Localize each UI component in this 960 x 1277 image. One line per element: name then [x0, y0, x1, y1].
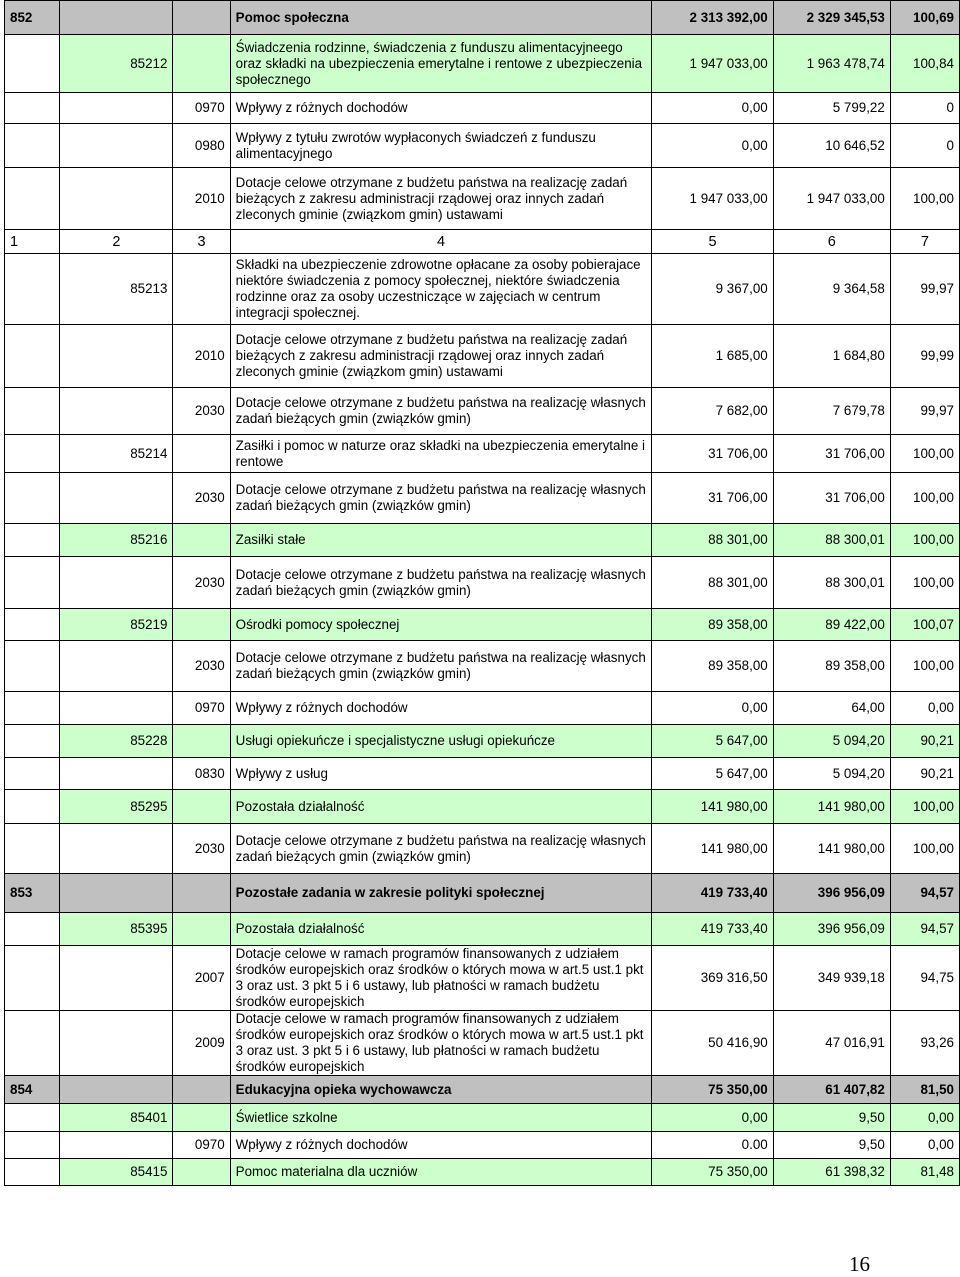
cell-dzial: [5, 93, 60, 124]
cell-opis: Usługi opiekuńcze i specjalistyczne usługi opiekuńcze: [230, 725, 652, 758]
cell-paragraf: [173, 609, 230, 641]
cell-plan: 75 350,00: [652, 1159, 773, 1186]
cell-wykonanie: 1 963 478,74: [773, 35, 890, 93]
cell-dzial: 1: [5, 230, 60, 254]
budget-table-body: [5, 1, 960, 1186]
cell-opis: 4: [230, 230, 652, 254]
table-row: [5, 758, 960, 790]
cell-rozdzial: 85415: [60, 1159, 173, 1186]
cell-plan: 1 947 033,00: [652, 168, 773, 230]
cell-opis: Dotacje celowe otrzymane z budżetu państwa na realizację własnych zadań bieżących gmin (związków gmin): [230, 557, 652, 609]
cell-procent: 94,57: [890, 874, 959, 913]
table-row: [5, 254, 960, 325]
table-row: [5, 168, 960, 230]
cell-rozdzial: [60, 168, 173, 230]
cell-rozdzial: [60, 325, 173, 388]
cell-rozdzial: 85228: [60, 725, 173, 758]
chapter-row: [5, 524, 960, 557]
table-row: [5, 1132, 960, 1159]
cell-opis: Zasiłki stałe: [230, 524, 652, 557]
cell-plan: 0.00: [652, 1132, 773, 1159]
cell-dzial: [5, 524, 60, 557]
cell-wykonanie: 349 939,18: [773, 946, 890, 1011]
cell-paragraf: 0970: [173, 692, 230, 725]
cell-dzial: [5, 692, 60, 725]
cell-plan: 369 316,50: [652, 946, 773, 1011]
cell-paragraf: [173, 1076, 230, 1104]
cell-plan: 9 367,00: [652, 254, 773, 325]
cell-rozdzial: 85213: [60, 254, 173, 325]
cell-wykonanie: 141 980,00: [773, 790, 890, 824]
cell-procent: 81,48: [890, 1159, 959, 1186]
cell-dzial: [5, 725, 60, 758]
cell-plan: 88 301,00: [652, 557, 773, 609]
cell-plan: 89 358,00: [652, 641, 773, 692]
cell-opis: Pomoc materialna dla uczniów: [230, 1159, 652, 1186]
cell-procent: 94,57: [890, 913, 959, 946]
cell-paragraf: 2030: [173, 641, 230, 692]
cell-paragraf: [173, 435, 230, 473]
cell-plan: 31 706,00: [652, 435, 773, 473]
table-row: [5, 641, 960, 692]
cell-wykonanie: 10 646,52: [773, 124, 890, 168]
table-row: [5, 124, 960, 168]
cell-plan: 50 416,90: [652, 1011, 773, 1076]
cell-plan: 0,00: [652, 124, 773, 168]
cell-plan: 88 301,00: [652, 524, 773, 557]
table-row: [5, 388, 960, 435]
budget-table: [4, 0, 960, 1186]
section-row: [5, 1, 960, 35]
cell-procent: 94,75: [890, 946, 959, 1011]
cell-plan: 141 980,00: [652, 790, 773, 824]
cell-plan: 1 685,00: [652, 325, 773, 388]
cell-rozdzial: [60, 124, 173, 168]
cell-wykonanie: 396 956,09: [773, 874, 890, 913]
cell-procent: 100,07: [890, 609, 959, 641]
cell-opis: Wpływy z tytułu zwrotów wypłaconych świadczeń z funduszu alimentacyjnego: [230, 124, 652, 168]
cell-procent: 100,00: [890, 524, 959, 557]
cell-rozdzial: 85216: [60, 524, 173, 557]
cell-opis: Pomoc społeczna: [230, 1, 652, 35]
cell-procent: 99,97: [890, 254, 959, 325]
cell-procent: 100,69: [890, 1, 959, 35]
cell-paragraf: [173, 254, 230, 325]
cell-dzial: [5, 913, 60, 946]
cell-plan: 31 706,00: [652, 473, 773, 524]
cell-paragraf: 2009: [173, 1011, 230, 1076]
table-row: [5, 692, 960, 725]
cell-wykonanie: 141 980,00: [773, 824, 890, 874]
cell-procent: 90,21: [890, 758, 959, 790]
cell-paragraf: [173, 1, 230, 35]
cell-wykonanie: 9 364,58: [773, 254, 890, 325]
table-row: [5, 435, 960, 473]
cell-dzial: [5, 124, 60, 168]
cell-wykonanie: 9,50: [773, 1132, 890, 1159]
cell-dzial: [5, 641, 60, 692]
chapter-row: [5, 609, 960, 641]
cell-plan: 5: [652, 230, 773, 254]
cell-opis: Dotacje celowe otrzymane z budżetu państwa na realizację własnych zadań bieżących gmin (związków gmin): [230, 641, 652, 692]
cell-dzial: 854: [5, 1076, 60, 1104]
cell-paragraf: [173, 35, 230, 93]
cell-opis: Pozostała działalność: [230, 790, 652, 824]
cell-rozdzial: 85395: [60, 913, 173, 946]
cell-opis: Wpływy z różnych dochodów: [230, 692, 652, 725]
chapter-row: [5, 1159, 960, 1186]
cell-paragraf: [173, 1159, 230, 1186]
cell-opis: Składki na ubezpieczenie zdrowotne opłacane za osoby pobierajace niektóre świadczenia z pomocy społecznej, niektóre świadczenia rodzinne oraz za osoby uczestniczące w zajęciach w centrum integracji społecznej.: [230, 254, 652, 325]
cell-plan: 89 358,00: [652, 609, 773, 641]
cell-plan: 1 947 033,00: [652, 35, 773, 93]
cell-procent: 100,00: [890, 473, 959, 524]
cell-wykonanie: 89 422,00: [773, 609, 890, 641]
cell-plan: 5 647,00: [652, 758, 773, 790]
cell-wykonanie: 61 407,82: [773, 1076, 890, 1104]
cell-opis: Pozostała działalność: [230, 913, 652, 946]
cell-opis: Wpływy z usług: [230, 758, 652, 790]
table-row: [5, 93, 960, 124]
cell-rozdzial: [60, 692, 173, 725]
cell-procent: 0: [890, 124, 959, 168]
cell-wykonanie: 7 679,78: [773, 388, 890, 435]
cell-opis: Wpływy z różnych dochodów: [230, 1132, 652, 1159]
cell-wykonanie: 47 016,91: [773, 1011, 890, 1076]
cell-rozdzial: [60, 946, 173, 1011]
cell-dzial: 853: [5, 874, 60, 913]
cell-opis: Dotacje celowe w ramach programów finansowanych z udziałem środków europejskich oraz środków o których mowa w art.5 ust.1 pkt 3 oraz ust. 3 pkt 5 i 6 ustawy, lub płatności w ramach budżetu środków europejskich: [230, 1011, 652, 1076]
cell-procent: 0: [890, 93, 959, 124]
chapter-row: [5, 1104, 960, 1132]
cell-dzial: [5, 325, 60, 388]
cell-paragraf: 2030: [173, 473, 230, 524]
cell-procent: 0,00: [890, 1104, 959, 1132]
cell-plan: 7 682,00: [652, 388, 773, 435]
cell-procent: 99,97: [890, 388, 959, 435]
cell-rozdzial: [60, 473, 173, 524]
table-row: [5, 1011, 960, 1076]
cell-rozdzial: [60, 1132, 173, 1159]
cell-rozdzial: [60, 824, 173, 874]
cell-wykonanie: 5 094,20: [773, 758, 890, 790]
cell-dzial: [5, 557, 60, 609]
cell-wykonanie: 5 094,20: [773, 725, 890, 758]
cell-rozdzial: 85295: [60, 790, 173, 824]
cell-rozdzial: 2: [60, 230, 173, 254]
cell-procent: 90,21: [890, 725, 959, 758]
cell-rozdzial: [60, 641, 173, 692]
cell-plan: 419 733,40: [652, 874, 773, 913]
cell-wykonanie: 396 956,09: [773, 913, 890, 946]
cell-plan: 75 350,00: [652, 1076, 773, 1104]
cell-paragraf: 0830: [173, 758, 230, 790]
cell-dzial: [5, 1132, 60, 1159]
cell-plan: 5 647,00: [652, 725, 773, 758]
cell-dzial: [5, 758, 60, 790]
cell-opis: Dotacje celowe w ramach programów finansowanych z udziałem środków europejskich oraz środków o których mowa w art.5 ust.1 pkt 3 oraz ust. 3 pkt 5 i 6 ustawy, lub płatności w ramach budżetu środków europejskich: [230, 946, 652, 1011]
cell-opis: Edukacyjna opieka wychowawcza: [230, 1076, 652, 1104]
cell-procent: 7: [890, 230, 959, 254]
cell-opis: Dotacje celowe otrzymane z budżetu państwa na realizację zadań bieżących z zakresu administracji rządowej oraz innych zadań zleconych gminie (związkom gmin) ustawami: [230, 168, 652, 230]
table-row: [5, 946, 960, 1011]
cell-rozdzial: 85212: [60, 35, 173, 93]
cell-paragraf: 3: [173, 230, 230, 254]
cell-wykonanie: 5 799,22: [773, 93, 890, 124]
cell-wykonanie: 61 398,32: [773, 1159, 890, 1186]
cell-dzial: [5, 609, 60, 641]
chapter-row: [5, 35, 960, 93]
cell-paragraf: [173, 790, 230, 824]
section-row: [5, 874, 960, 913]
cell-opis: Dotacje celowe otrzymane z budżetu państwa na realizację zadań bieżących z zakresu administracji rządowej oraz innych zadań zleconych gminie (związkom gmin) ustawami: [230, 325, 652, 388]
cell-plan: 0,00: [652, 93, 773, 124]
cell-paragraf: 2030: [173, 557, 230, 609]
cell-rozdzial: [60, 93, 173, 124]
cell-paragraf: 0980: [173, 124, 230, 168]
cell-rozdzial: 85214: [60, 435, 173, 473]
cell-dzial: 852: [5, 1, 60, 35]
cell-paragraf: [173, 524, 230, 557]
cell-paragraf: 0970: [173, 1132, 230, 1159]
cell-procent: 93,26: [890, 1011, 959, 1076]
cell-paragraf: 2010: [173, 325, 230, 388]
chapter-row: [5, 725, 960, 758]
cell-paragraf: [173, 874, 230, 913]
cell-paragraf: 2010: [173, 168, 230, 230]
cell-wykonanie: 88 300,01: [773, 557, 890, 609]
cell-paragraf: [173, 1104, 230, 1132]
cell-procent: 81,50: [890, 1076, 959, 1104]
cell-rozdzial: [60, 388, 173, 435]
cell-wykonanie: 31 706,00: [773, 473, 890, 524]
cell-procent: 100,00: [890, 168, 959, 230]
cell-rozdzial: 85219: [60, 609, 173, 641]
cell-rozdzial: [60, 1011, 173, 1076]
cell-procent: 100,00: [890, 790, 959, 824]
cell-opis: Dotacje celowe otrzymane z budżetu państwa na realizację własnych zadań bieżących gmin (związków gmin): [230, 824, 652, 874]
cell-paragraf: 2030: [173, 824, 230, 874]
cell-procent: 100,00: [890, 435, 959, 473]
cell-dzial: [5, 824, 60, 874]
table-row: [5, 557, 960, 609]
cell-rozdzial: [60, 758, 173, 790]
cell-plan: 2 313 392,00: [652, 1, 773, 35]
section-row: [5, 1076, 960, 1104]
cell-wykonanie: 1 947 033,00: [773, 168, 890, 230]
cell-dzial: [5, 1159, 60, 1186]
cell-paragraf: 0970: [173, 93, 230, 124]
cell-wykonanie: 89 358,00: [773, 641, 890, 692]
cell-plan: 141 980,00: [652, 824, 773, 874]
cell-procent: 100,00: [890, 641, 959, 692]
column-number-row: [5, 230, 960, 254]
cell-procent: 100,00: [890, 824, 959, 874]
cell-opis: Zasiłki i pomoc w naturze oraz składki na ubezpieczenia emerytalne i rentowe: [230, 435, 652, 473]
cell-plan: 0,00: [652, 692, 773, 725]
cell-dzial: [5, 168, 60, 230]
cell-dzial: [5, 388, 60, 435]
page-number: 16: [849, 1252, 870, 1276]
cell-rozdzial: [60, 1, 173, 35]
table-row: [5, 473, 960, 524]
chapter-row: [5, 913, 960, 946]
cell-procent: 0,00: [890, 1132, 959, 1159]
cell-dzial: [5, 946, 60, 1011]
cell-dzial: [5, 254, 60, 325]
cell-paragraf: 2007: [173, 946, 230, 1011]
cell-wykonanie: 1 684,80: [773, 325, 890, 388]
cell-dzial: [5, 790, 60, 824]
cell-wykonanie: 64,00: [773, 692, 890, 725]
cell-dzial: [5, 1011, 60, 1076]
cell-rozdzial: [60, 557, 173, 609]
cell-dzial: [5, 473, 60, 524]
cell-paragraf: 2030: [173, 388, 230, 435]
cell-opis: Ośrodki pomocy społecznej: [230, 609, 652, 641]
cell-paragraf: [173, 725, 230, 758]
cell-opis: Pozostałe zadania w zakresie polityki społecznej: [230, 874, 652, 913]
cell-procent: 0,00: [890, 692, 959, 725]
cell-plan: 419 733,40: [652, 913, 773, 946]
cell-wykonanie: 9,50: [773, 1104, 890, 1132]
cell-wykonanie: 31 706,00: [773, 435, 890, 473]
cell-rozdzial: 85401: [60, 1104, 173, 1132]
cell-wykonanie: 6: [773, 230, 890, 254]
cell-paragraf: [173, 913, 230, 946]
table-row: [5, 824, 960, 874]
cell-opis: Świadczenia rodzinne, świadczenia z funduszu alimentacyjneego oraz składki na ubezpieczenia emerytalne i rentowe z ubezpieczenia społecznego: [230, 35, 652, 93]
cell-opis: Wpływy z różnych dochodów: [230, 93, 652, 124]
table-row: [5, 325, 960, 388]
cell-rozdzial: [60, 1076, 173, 1104]
cell-opis: Dotacje celowe otrzymane z budżetu państwa na realizację własnych zadań bieżących gmin (związków gmin): [230, 473, 652, 524]
cell-opis: Dotacje celowe otrzymane z budżetu państwa na realizację własnych zadań bieżących gmin (związków gmin): [230, 388, 652, 435]
cell-procent: 100,84: [890, 35, 959, 93]
cell-wykonanie: 88 300,01: [773, 524, 890, 557]
cell-rozdzial: [60, 874, 173, 913]
cell-procent: 100,00: [890, 557, 959, 609]
cell-dzial: [5, 435, 60, 473]
cell-plan: 0,00: [652, 1104, 773, 1132]
cell-opis: Świetlice szkolne: [230, 1104, 652, 1132]
cell-wykonanie: 2 329 345,53: [773, 1, 890, 35]
cell-dzial: [5, 1104, 60, 1132]
chapter-row: [5, 790, 960, 824]
cell-procent: 99,99: [890, 325, 959, 388]
cell-dzial: [5, 35, 60, 93]
